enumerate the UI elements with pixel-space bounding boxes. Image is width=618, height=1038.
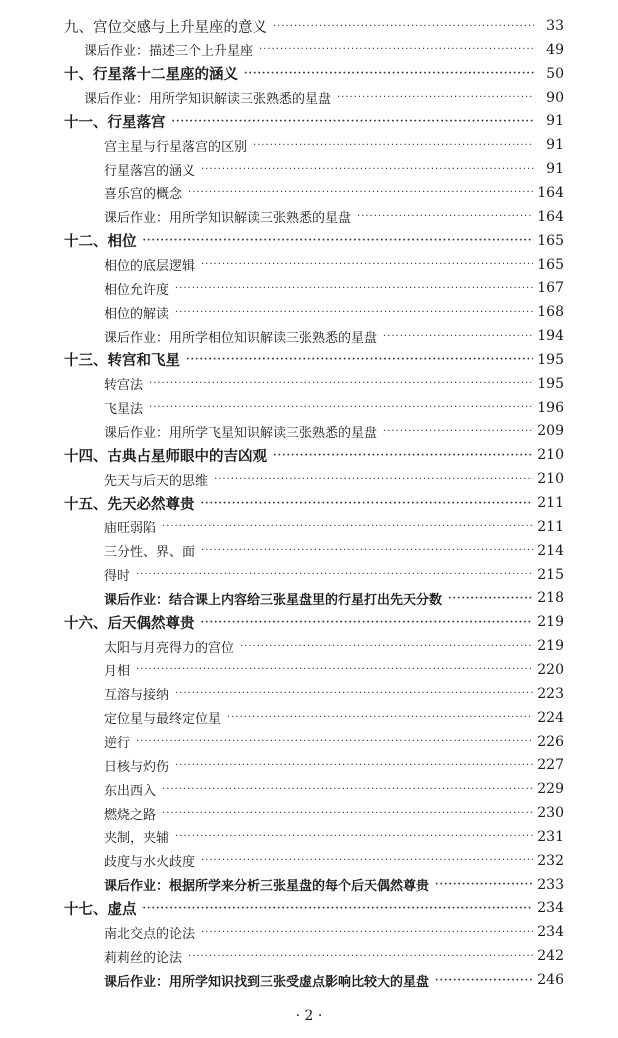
toc-entry <box>104 181 564 205</box>
toc-entry-page: 50 <box>546 65 564 82</box>
toc-entry-title: 课后作业：用所学知识找到三张受虚点影响比较大的星盘 <box>104 974 430 990</box>
toc-entry-page: 219 <box>537 614 564 631</box>
toc-entry <box>64 14 564 38</box>
toc-entry-page: 195 <box>537 375 564 392</box>
toc-entry <box>104 849 564 873</box>
toc-entry-title: 课后作业：用所学知识解读三张熟悉的星盘 <box>104 211 352 227</box>
toc-leader-dots <box>136 664 533 675</box>
toc-entry-page: 234 <box>537 900 564 917</box>
toc-entry-title: 逆行 <box>104 736 131 751</box>
toc-entry-title: 行星落宫的涵义 <box>104 163 196 179</box>
toc-leader-dots <box>186 354 533 365</box>
toc-entry-page: 165 <box>537 256 564 273</box>
toc-entry-page: 246 <box>537 972 564 988</box>
toc-entry-page: 91 <box>546 137 564 154</box>
toc-entry-page: 90 <box>546 89 564 106</box>
toc-leader-dots <box>162 521 533 532</box>
toc-leader-dots <box>143 235 534 246</box>
toc-entry-title: 互溶与接纳 <box>104 688 170 704</box>
toc-entry-title: 太阳与月亮得力的宫位 <box>104 640 235 656</box>
toc-entry-page: 219 <box>537 638 564 655</box>
toc-entry-title: 喜乐宫的概念 <box>104 187 183 203</box>
toc-entry-page: 232 <box>537 852 564 869</box>
toc-entry-title: 定位星与最终定位星 <box>104 712 222 728</box>
toc-entry-page: 165 <box>537 232 564 249</box>
toc-entry-page: 211 <box>537 518 564 535</box>
toc-entry <box>104 801 564 825</box>
toc-entry <box>64 443 564 467</box>
toc-entry <box>64 62 564 86</box>
toc-entry-page: 167 <box>537 280 564 297</box>
toc-leader-dots <box>337 92 534 103</box>
toc-entry <box>104 586 564 610</box>
toc-entry <box>104 563 564 587</box>
toc-entry-page: 164 <box>537 208 564 225</box>
toc-entry-page: 196 <box>537 399 564 416</box>
toc-entry <box>104 706 564 730</box>
toc-entry <box>104 944 564 968</box>
toc-leader-dots <box>175 760 533 771</box>
toc-entry-page: 91 <box>546 113 564 130</box>
toc-entry <box>64 491 564 515</box>
toc-entry-page: 164 <box>537 184 564 201</box>
toc-leader-dots <box>136 736 533 747</box>
toc-leader-dots <box>175 831 533 842</box>
toc-entry <box>104 682 564 706</box>
toc-entry <box>84 86 564 110</box>
toc-entry-title: 夹制，夹辅 <box>104 831 170 847</box>
toc-leader-dots <box>188 187 533 198</box>
toc-entry <box>64 896 564 920</box>
toc-entry <box>104 515 564 539</box>
toc-entry-page: 227 <box>537 757 564 774</box>
toc-entry <box>104 276 564 300</box>
toc-leader-dots <box>240 641 533 652</box>
toc-entry-page: 215 <box>537 566 564 583</box>
toc-entry-title: 课后作业：用所学飞星知识解读三张熟悉的星盘 <box>104 425 378 441</box>
toc-entry-title: 课后作业：用所学知识解读三张熟悉的星盘 <box>84 92 332 108</box>
toc-entry-title: 课后作业：用所学相位知识解读三张熟悉的星盘 <box>104 330 378 346</box>
toc-entry <box>104 968 564 992</box>
toc-leader-dots <box>201 927 533 938</box>
toc-entry <box>104 300 564 324</box>
toc-entry-title: 南北交点的论法 <box>104 926 196 942</box>
toc-entry <box>104 133 564 157</box>
toc-leader-dots <box>383 426 533 437</box>
toc-entry-page: 231 <box>537 828 564 845</box>
toc-leader-dots <box>244 68 534 79</box>
toc-entry-title: 十七、虚点 <box>64 900 137 918</box>
toc-leader-dots <box>435 975 533 986</box>
toc-leader-dots <box>175 307 533 318</box>
toc-entry-title: 三分性、界、面 <box>104 545 196 561</box>
toc-entry <box>104 753 564 777</box>
page-number: · 2 · <box>295 1008 323 1024</box>
toc-entry-title: 飞星法 <box>104 402 144 418</box>
toc-leader-dots <box>136 569 533 580</box>
toc-leader-dots <box>162 784 533 795</box>
toc-entry-title: 课后作业：根据所学来分析三张星盘的每个后天偶然尊贵 <box>104 879 430 895</box>
toc-leader-dots <box>227 712 533 723</box>
toc-entry-title: 课后作业：描述三个上升星座 <box>84 44 254 60</box>
toc-entry-page: 226 <box>537 733 564 750</box>
toc-entry <box>104 730 564 754</box>
toc-entry <box>64 348 564 372</box>
toc-leader-dots <box>273 450 533 461</box>
toc-entry-page: 195 <box>537 351 564 368</box>
toc-entry-title: 月相 <box>104 664 131 680</box>
toc-entry-page: 242 <box>537 948 564 965</box>
toc-entry-page: 224 <box>537 709 564 726</box>
toc-entry-page: 209 <box>537 423 564 440</box>
toc-entry <box>64 109 564 133</box>
toc-leader-dots <box>143 903 534 914</box>
toc-entry-title: 九、宫位交感与上升星座的意义 <box>64 19 267 36</box>
toc-leader-dots <box>201 259 533 270</box>
toc-leader-dots <box>201 545 533 556</box>
toc-entry-page: 194 <box>537 328 564 345</box>
toc-leader-dots <box>149 402 533 413</box>
toc-entry-title: 相位允许度 <box>104 282 170 298</box>
toc-entry-page: 210 <box>537 447 564 464</box>
toc-entry-title: 歧度与水火歧度 <box>104 855 196 871</box>
toc-entry <box>104 658 564 682</box>
toc-leader-dots <box>357 211 533 222</box>
toc-entry-page: 33 <box>546 18 564 34</box>
toc-leader-dots <box>201 855 533 866</box>
toc-leader-dots <box>383 331 533 342</box>
toc-entry-title: 莉莉丝的论法 <box>104 950 183 966</box>
toc-entry-title: 转宫法 <box>104 378 144 394</box>
toc-entry-title: 十二、相位 <box>64 233 137 251</box>
toc-entry-title: 得时 <box>104 569 131 585</box>
toc-entry-page: 223 <box>537 685 564 702</box>
toc-entry <box>104 372 564 396</box>
toc-entry <box>64 229 564 253</box>
toc-entry-page: 210 <box>537 471 564 488</box>
toc-entry <box>104 205 564 229</box>
toc-entry-page: 168 <box>537 304 564 321</box>
toc-entry-title: 燃烧之路 <box>104 807 157 823</box>
toc-entry-title: 东出西入 <box>104 783 157 799</box>
toc-entry <box>104 419 564 443</box>
toc-entry-title: 十五、先天必然尊贵 <box>64 495 195 513</box>
toc-leader-dots <box>259 44 534 55</box>
toc-entry <box>104 324 564 348</box>
toc-leader-dots <box>162 808 533 819</box>
toc-entry-title: 庙旺弱陷 <box>104 521 157 537</box>
toc-entry-page: 230 <box>537 805 564 822</box>
toc-leader-dots <box>435 879 533 890</box>
toc-leader-dots <box>188 951 533 962</box>
toc-entry-title: 十、行星落十二星座的涵义 <box>64 66 238 84</box>
toc-entry-page: 218 <box>537 590 564 607</box>
toc-leader-dots <box>175 688 533 699</box>
toc-entry-title: 十六、后天偶然尊贵 <box>64 614 195 632</box>
toc-entry-title: 相位的底层逻辑 <box>104 259 196 274</box>
toc-leader-dots <box>253 140 534 151</box>
toc-entry <box>104 920 564 944</box>
toc-entry <box>104 873 564 897</box>
toc-entry-page: 49 <box>546 41 564 58</box>
toc-entry <box>104 157 564 181</box>
toc-entry-page: 214 <box>537 542 564 559</box>
toc-entry <box>104 777 564 801</box>
toc-entry-title: 日核与灼伤 <box>104 759 170 775</box>
toc-leader-dots <box>448 593 533 604</box>
toc-entry-title: 十一、行星落宫 <box>64 113 166 131</box>
toc-entry <box>104 467 564 491</box>
toc-leader-dots <box>201 164 534 175</box>
toc-leader-dots <box>201 617 534 628</box>
toc-entry-page: 233 <box>537 876 564 893</box>
toc-entry-title: 宫主星与行星落宫的区别 <box>104 139 248 155</box>
toc-entry-page: 234 <box>537 924 564 941</box>
toc-entry <box>104 253 564 277</box>
toc-entry-title: 十四、古典占星师眼中的吉凶观 <box>64 447 267 465</box>
toc-entry-page: 229 <box>537 781 564 798</box>
toc-entry-title: 十三、转宫和飞星 <box>64 352 180 370</box>
toc-leader-dots <box>214 474 533 485</box>
toc-entry-title: 先天与后天的思维 <box>104 473 209 489</box>
toc-entry <box>104 539 564 563</box>
toc-leader-dots <box>273 21 534 32</box>
toc-entry-page: 211 <box>537 495 564 511</box>
toc-entry-title: 课后作业：结合课上内容给三张星盘里的行星打出先天分数 <box>104 592 443 608</box>
toc-entry <box>64 610 564 634</box>
toc-entry <box>104 825 564 849</box>
toc-entry <box>104 396 564 420</box>
toc-entry <box>84 38 564 62</box>
toc-leader-dots <box>201 498 534 509</box>
toc-entry-page: 220 <box>537 661 564 678</box>
toc-leader-dots <box>149 378 533 389</box>
toc-leader-dots <box>175 283 533 294</box>
toc-entry <box>104 634 564 658</box>
toc-entry-title: 相位的解读 <box>104 306 170 322</box>
toc-leader-dots <box>172 116 535 127</box>
toc-entry-page: 91 <box>546 161 564 178</box>
